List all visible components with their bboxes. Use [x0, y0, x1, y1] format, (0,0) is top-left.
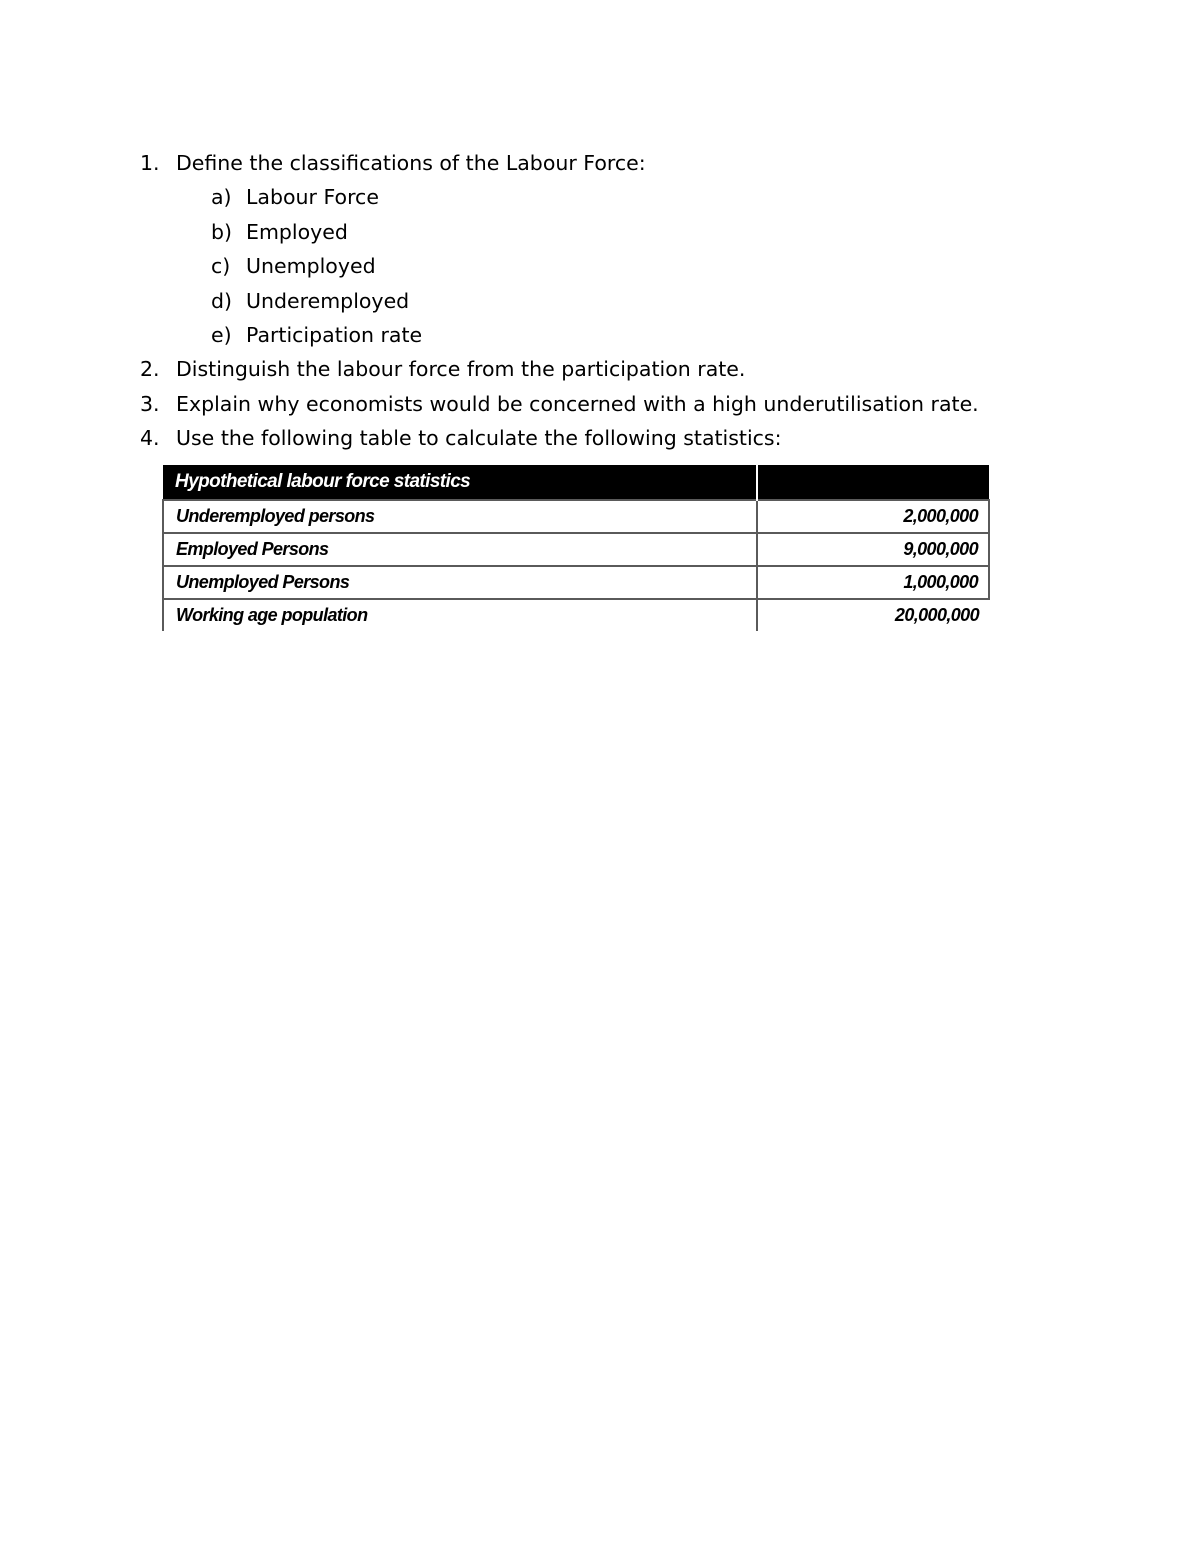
sub-question-text: Unemployed — [246, 254, 376, 279]
table-row-label: Underemployed persons — [163, 500, 757, 533]
question-text: Use the following table to calculate the following statistics: — [176, 426, 782, 451]
table-row-value: 20,000,000 — [757, 599, 989, 631]
table-row — [163, 599, 989, 631]
table-row-value: 2,000,000 — [757, 500, 989, 533]
table-header-value — [757, 465, 989, 500]
table-row — [163, 533, 989, 566]
table-header-row — [163, 465, 989, 500]
sub-question-text: Employed — [246, 219, 348, 244]
sub-question-item — [211, 215, 1100, 249]
table-row-value: 9,000,000 — [757, 533, 989, 566]
sub-question-letter: d) — [211, 288, 233, 313]
sub-question-text: Participation rate — [246, 323, 423, 348]
table-row-label: Unemployed Persons — [163, 566, 757, 599]
sub-question-item — [211, 249, 1100, 283]
sub-question-text: Underemployed — [246, 288, 410, 313]
table-row — [163, 566, 989, 599]
sub-question-letter: b) — [211, 219, 233, 244]
table-row-value: 1,000,000 — [757, 566, 989, 599]
question-number: 4. — [140, 426, 160, 451]
sub-question-letter: c) — [211, 254, 231, 279]
question-item — [140, 421, 1100, 455]
question-text: Explain why economists would be concerned with a high underutilisation rate. — [176, 391, 979, 416]
question-text: Define the classifications of the Labour Force: — [176, 151, 646, 175]
question-item — [140, 146, 1100, 352]
sub-question-item — [211, 318, 1100, 352]
sub-question-letter: a) — [211, 185, 232, 210]
labour-force-statistics-table — [162, 465, 990, 631]
sub-question-item — [211, 284, 1100, 318]
question-text: Distinguish the labour force from the participation rate. — [176, 357, 746, 382]
sub-question-item — [211, 180, 1100, 214]
question-number: 3. — [140, 391, 160, 416]
sub-question-text: Labour Force — [246, 185, 379, 210]
sub-question-list — [140, 180, 1100, 352]
question-item — [140, 387, 1100, 421]
table-row-label: Working age population — [163, 599, 757, 631]
table-row — [163, 500, 989, 533]
sub-question-letter: e) — [211, 323, 232, 348]
question-list — [140, 146, 1100, 456]
question-item — [140, 352, 1100, 386]
table-row-label: Employed Persons — [163, 533, 757, 566]
question-number: 1. — [140, 151, 160, 175]
question-number: 2. — [140, 357, 160, 382]
table-header-title: Hypothetical labour force statistics — [163, 465, 757, 500]
